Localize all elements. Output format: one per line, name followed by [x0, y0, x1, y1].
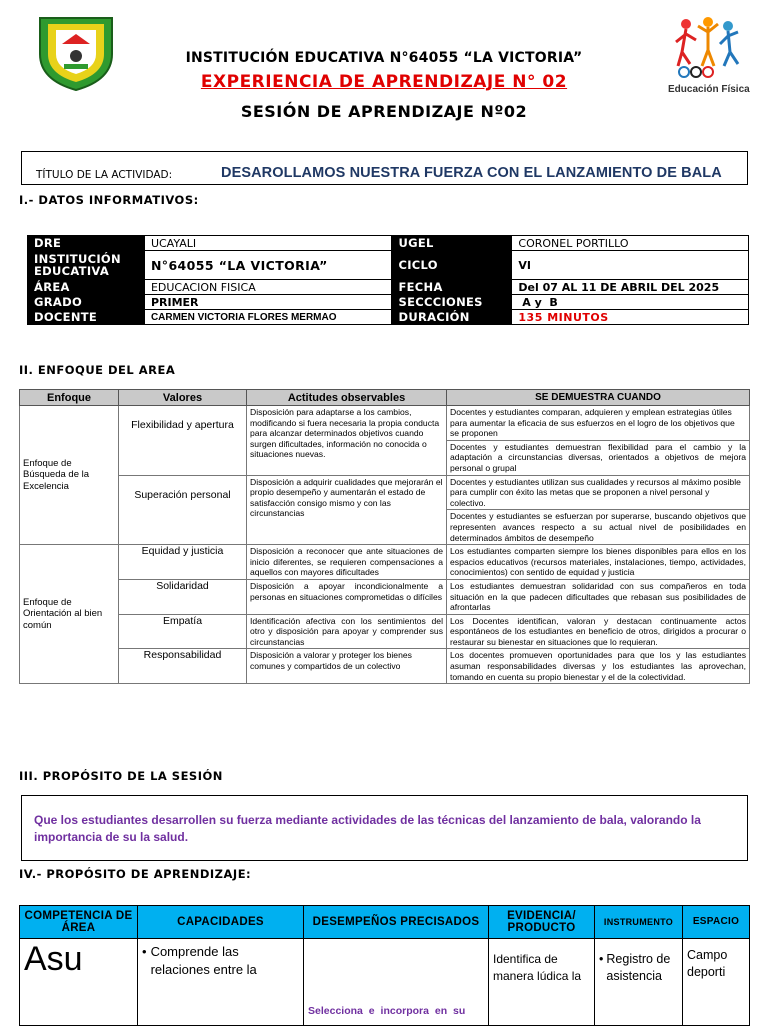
header-demuestra: SE DEMUESTRA CUANDO: [447, 390, 750, 406]
header-competencia: COMPETENCIA DE ÁREA: [20, 906, 138, 939]
espacio-cell: Campo deporti: [683, 939, 750, 1026]
session-title: SESIÓN DE APRENDIZAJE Nº02: [240, 102, 528, 121]
table-row: [28, 280, 749, 295]
capacidad-text: Comprende las relaciones entre la: [150, 944, 257, 977]
datos-table: [27, 235, 749, 325]
header-evidencia: EVIDENCIA/ PRODUCTO: [489, 906, 595, 939]
enfoque-excelencia: Enfoque de Búsqueda de la Excelencia: [20, 406, 119, 545]
valor-equidad: Equidad y justicia: [119, 545, 247, 580]
aprendizaje-table: [19, 905, 750, 1026]
table-row: [20, 545, 750, 580]
demuestra-2b: Docentes y estudiantes se esfuerzan por superarse, buscando objetivos que representen avances respecto a su actual nivel de posibilidades en determinados ámbitos de desempeño: [447, 510, 750, 545]
logo-caption: Educación Física: [668, 84, 750, 95]
ciclo-value: VI: [512, 251, 749, 280]
institucion-key: INSTITUCIÓN EDUCATIVA: [28, 251, 145, 280]
duracion-value: 135 MINUTOS: [512, 310, 749, 325]
activity-label: TÍTULO DE LA ACTIVIDAD:: [36, 169, 173, 181]
table-row: [20, 939, 750, 1026]
instrumento-text: Registro de asistencia: [606, 952, 671, 983]
table-header-row: [20, 390, 750, 406]
dre-value: UCAYALI: [144, 236, 392, 251]
fecha-key: FECHA: [392, 280, 512, 295]
desempenos-cell: Selecciona e incorpora en su: [304, 939, 489, 1026]
activity-title-box: [21, 151, 748, 185]
ugel-value: CORONEL PORTILLO: [512, 236, 749, 251]
actitud-superacion: Disposición a adquirir cualidades que mejorarán el propio desempeño y aumentarán el estado de satisfacción consigo mismo y con las circunstancias: [247, 475, 447, 545]
duracion-key: DURACIÓN: [392, 310, 512, 325]
bullet-icon: •: [599, 952, 604, 966]
enfoque-bien-comun: Enfoque de Orientación al bien común: [20, 545, 119, 684]
ciclo-key: CICLO: [392, 251, 512, 280]
header-valores: Valores: [119, 390, 247, 406]
demuestra-3: Los estudiantes comparten siempre los bienes disponibles para ellos en los espacios educativos (recursos materiales, instalaciones, tiempo, actividades, conocimientos) con sentido de equidad y justicia: [447, 545, 750, 580]
table-row: [20, 579, 750, 614]
demuestra-1a: Docentes y estudiantes comparan, adquieren y emplean estrategias útiles para aumentar la eficacia de sus esfuerzos en el logro de los objetivos que se proponen: [447, 406, 750, 441]
header-desempenos: DESEMPEÑOS PRECISADOS: [304, 906, 489, 939]
section-datos-informativos: I.- DATOS INFORMATIVOS:: [19, 193, 199, 207]
demuestra-4: Los estudiantes demuestran solidaridad con sus compañeros en toda situación en la que padecen dificultades que rebasan sus posibilidades de afrontarlas: [447, 579, 750, 614]
instrumento-cell: [595, 939, 683, 1026]
header-capacidades: CAPACIDADES: [138, 906, 304, 939]
demuestra-1b: Docentes y estudiantes demuestran flexibilidad para el cambio y la adaptación a circunstancias diversas, orientados a objetivos de mejora personal o grupal: [447, 440, 750, 475]
table-row: [20, 649, 750, 684]
actitud-solidaridad: Disposición a apoyar incondicionalmente a personas en situaciones comprometidas o difíciles: [247, 579, 447, 614]
fecha-value: Del 07 AL 11 DE ABRIL DEL 2025: [512, 280, 749, 295]
grado-value: PRIMER: [144, 295, 392, 310]
grado-key: GRADO: [28, 295, 145, 310]
valor-empatia: Empatía: [119, 614, 247, 649]
proposito-text: Que los estudiantes desarrollen su fuerza mediante actividades de las técnicas del lanzamiento de bala, valorando la importancia de su la salud.: [34, 813, 701, 844]
demuestra-6: Los docentes promueven oportunidades para que los y las estudiantes asuman responsabilidades diversas y los estudiantes las aprovechan, tomando en cuenta su propio bienestar y el de la colectividad.: [447, 649, 750, 684]
actitud-equidad: Disposición a reconocer que ante situaciones de inicio diferentes, se requieren compensaciones a aquellos con mayores dificultades: [247, 545, 447, 580]
enfoque-table: [19, 389, 750, 684]
valor-flexibilidad: Flexibilidad y apertura: [119, 406, 247, 476]
evidencia-cell: Identifica de manera lúdica la: [489, 939, 595, 1026]
capacidades-cell: [138, 939, 304, 1026]
section-proposito-sesion: III. PROPÓSITO DE LA SESIÓN: [19, 769, 223, 783]
area-value: EDUCACION FISICA: [144, 280, 392, 295]
activity-title: DESAROLLAMOS NUESTRA FUERZA CON EL LANZAMIENTO DE BALA: [221, 165, 722, 181]
demuestra-5: Los Docentes identifican, valoran y destacan continuamente actos espontáneos de los estudiantes en beneficio de otros, dirigidos a procurar o restaurar su bienestar en situaciones que lo requieran.: [447, 614, 750, 649]
actitud-responsabilidad: Disposición a valorar y proteger los bienes comunes y compartidos de un colectivo: [247, 649, 447, 684]
proposito-box: [21, 795, 748, 861]
experience-title: EXPERIENCIA DE APRENDIZAJE N° 02: [200, 72, 568, 92]
bullet-icon: •: [142, 944, 147, 959]
secciones-value: A y B: [512, 295, 749, 310]
table-row: [20, 475, 750, 510]
section-enfoque: II. ENFOQUE DEL AREA: [19, 363, 176, 377]
actitud-flexibilidad: Disposición para adaptarse a los cambios, modificando si fuera necesaria la propia conducta para alcanzar determinados objetivos cuando surgen dificultades, información no conocida o situaciones nuevas.: [247, 406, 447, 476]
secciones-key: SECCCIONES: [392, 295, 512, 310]
institucion-value: N°64055 “LA VICTORIA”: [144, 251, 392, 280]
valor-superacion: Superación personal: [119, 475, 247, 545]
institution-title: INSTITUCIÓN EDUCATIVA N°64055 “LA VICTORIA”: [185, 50, 583, 66]
dre-key: DRE: [28, 236, 145, 251]
header-actitudes: Actitudes observables: [247, 390, 447, 406]
docente-key: DOCENTE: [28, 310, 145, 325]
table-row: [28, 295, 749, 310]
ugel-key: UGEL: [392, 236, 512, 251]
table-header-row: [20, 906, 750, 939]
table-row: [28, 251, 749, 280]
table-row: [28, 236, 749, 251]
competencia-cell: Asu: [20, 939, 138, 1026]
table-row: [20, 406, 750, 441]
area-key: ÁREA: [28, 280, 145, 295]
table-row: [20, 614, 750, 649]
header-enfoque: Enfoque: [20, 390, 119, 406]
actitud-empatia: Identificación afectiva con los sentimientos del otro y disposición para apoyar y comprender sus circunstancias: [247, 614, 447, 649]
demuestra-2a: Docentes y estudiantes utilizan sus cualidades y recursos al máximo posible para cumplir con éxito las metas que se proponen a nivel personal y colectivo.: [447, 475, 750, 510]
header-espacio: ESPACIO: [683, 906, 750, 939]
docente-value: CARMEN VICTORIA FLORES MERMAO: [144, 310, 392, 325]
valor-solidaridad: Solidaridad: [119, 579, 247, 614]
valor-responsabilidad: Responsabilidad: [119, 649, 247, 684]
header-instrumento: INSTRUMENTO: [595, 906, 683, 939]
section-proposito-aprendizaje: IV.- PROPÓSITO DE APRENDIZAJE:: [19, 867, 252, 881]
table-row: [28, 310, 749, 325]
